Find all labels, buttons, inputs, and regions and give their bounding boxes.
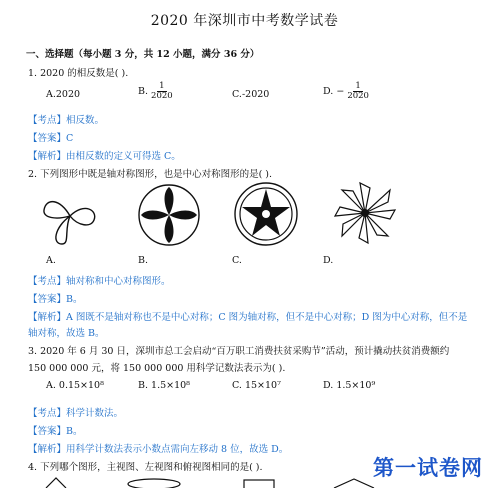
q4-stem: 4. 下列哪个图形，主视图、左视图和俯视图相同的是( ).: [28, 462, 263, 473]
q1-explanation: 【解析】由相反数的定义可得选 C。: [28, 151, 181, 162]
q1-option-d-prefix: D. −: [323, 86, 345, 97]
q2-explanation-line1: 【解析】A 图既不是轴对称也不是中心对称；C 图为轴对称，但不是中心对称；D 图为中心对称，但不是: [28, 312, 468, 323]
q1-option-d: [323, 82, 369, 101]
q2-explanation-line2: 轴对称，故选 B。: [28, 328, 105, 339]
q1-option-d-denominator: 2020: [347, 91, 369, 101]
q3-option-c: C. 15×10⁷: [232, 380, 281, 391]
watermark-logo: 第一试卷网: [373, 456, 483, 480]
q1-kaodian: 【考点】相反数。: [28, 115, 105, 126]
q2-option-d: D.: [323, 255, 334, 266]
q1-option-b-fraction: [151, 82, 173, 101]
q1-option-b-numerator: 1: [159, 81, 165, 91]
q1-option-b-prefix: B.: [138, 86, 149, 97]
section-heading: 一、选择题（每小题 3 分，共 12 小题，满分 36 分）: [26, 49, 260, 60]
q3-option-b: B. 1.5×10⁸: [138, 380, 190, 391]
q3-stem-line1: 3. 2020 年 6 月 30 日，深圳市总工会启动“百万职工消费扶贫采购节”活动，预计撬动扶贫消费额约: [28, 346, 450, 357]
q3-explanation: 【解析】用科学计数法表示小数点需向左移动 8 位，故选 D。: [28, 444, 289, 455]
q2-figure-b-flower: [136, 182, 202, 248]
q3-kaodian: 【考点】科学计数法。: [28, 408, 124, 419]
q2-kaodian: 【考点】轴对称和中心对称图形。: [28, 276, 171, 287]
q3-answer: 【答案】B。: [28, 426, 83, 437]
q1-option-d-numerator: 1: [355, 81, 361, 91]
q1-option-a: A.2020: [46, 89, 81, 100]
q1-stem: 1. 2020 的相反数是( ).: [28, 68, 129, 79]
q2-option-c: C.: [232, 255, 242, 266]
q1-option-d-fraction: [347, 82, 369, 101]
q2-figure-d-windmill: [330, 178, 400, 248]
q2-option-a: A.: [46, 255, 56, 266]
page-title: 2020 年深圳市中考数学试卷: [150, 13, 339, 29]
q3-stem-line2: 150 000 000 元，将 150 000 000 用科学记数法表示为( ).: [28, 363, 286, 374]
q4-figures-partial: [34, 476, 414, 488]
q1-option-b-denominator: 2020: [151, 91, 173, 101]
q2-option-b: B.: [138, 255, 149, 266]
q2-figure-c-star: [232, 180, 300, 248]
q3-option-a: A. 0.15×10⁸: [46, 380, 104, 391]
q2-figure-a-pinwheel: [34, 184, 106, 248]
q2-stem: 2. 下列图形中既是轴对称图形，也是中心对称图形的是( ).: [28, 169, 273, 180]
q3-option-d: D. 1.5×10⁹: [323, 380, 376, 391]
q1-answer: 【答案】C: [28, 133, 74, 144]
q2-answer: 【答案】B。: [28, 294, 83, 305]
q1-option-b: [138, 82, 173, 101]
q1-option-c: C.-2020: [232, 89, 270, 100]
